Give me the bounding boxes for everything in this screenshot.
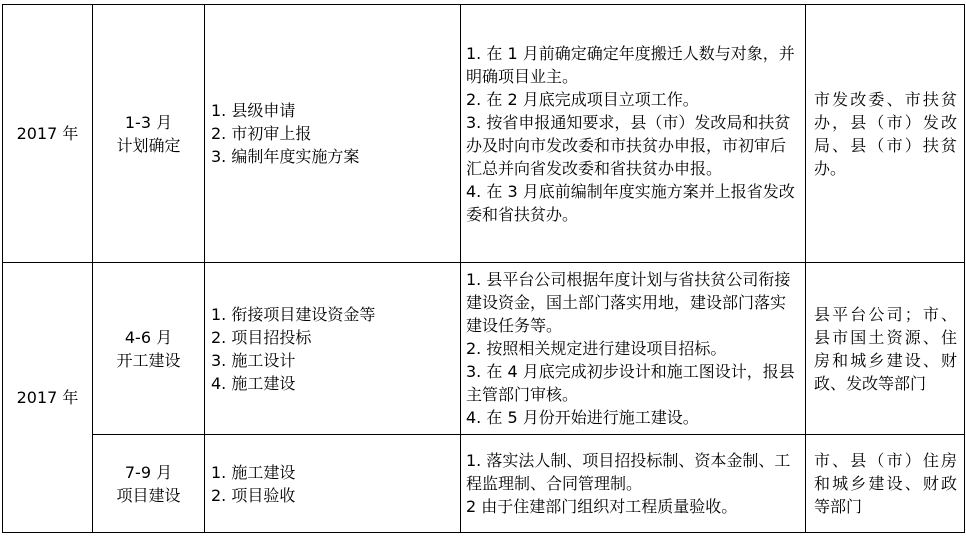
task-item: 3. 在 4 月底完成初步设计和施工图设计，报县主管部门审核。 <box>466 362 795 404</box>
period-phase: 开工建设 <box>116 350 181 370</box>
period-cell <box>93 5 205 263</box>
owner-cell <box>806 435 965 533</box>
period-months: 7-9 月 <box>124 462 173 482</box>
owner-cell <box>806 5 965 263</box>
table-row <box>3 263 965 435</box>
step-item: 1. 施工建设 <box>211 462 296 482</box>
period-months: 1-3 月 <box>124 112 173 132</box>
step-item: 2. 项目招投标 <box>211 327 312 347</box>
step-item: 2. 市初审上报 <box>211 124 312 143</box>
year-label: 2017 年 <box>16 388 79 407</box>
step-item: 2. 项目验收 <box>211 485 296 505</box>
tasks-cell <box>461 435 806 533</box>
task-item: 3. 按省申报通知要求，县（市）发改局和扶贫办及时向市发改委和市扶贫办申报，市初审后汇总并向省发改委和省扶贫办申报。 <box>466 112 791 178</box>
owner-text: 县平台公司；市、县市国土资源、住房和城乡建设、财政、发改等部门 <box>814 304 957 393</box>
period-months: 4-6 月 <box>124 327 173 347</box>
year-cell <box>3 263 93 533</box>
task-item: 2. 在 2 月底完成项目立项工作。 <box>466 89 699 109</box>
steps-cell <box>205 435 461 533</box>
task-item: 4. 在 5 月份开始进行施工建设。 <box>466 408 699 427</box>
task-item: 1. 在 1 月前确定确定年度搬迁人数与对象，并明确项目业主。 <box>466 43 795 86</box>
year-cell <box>3 5 93 263</box>
owner-text: 市、县（市）住房和城乡建设、财政等部门 <box>814 451 957 516</box>
period-cell <box>93 263 205 435</box>
period-phase: 项目建设 <box>116 485 181 505</box>
plan-table <box>2 4 965 533</box>
period-phase: 计划确定 <box>116 135 181 155</box>
task-item: 2. 按照相关规定进行建设项目招标。 <box>466 339 727 358</box>
step-item: 4. 施工建设 <box>211 373 296 393</box>
table-row <box>3 435 965 533</box>
owner-cell <box>806 263 965 435</box>
step-item: 3. 施工设计 <box>211 350 296 370</box>
step-item: 1. 县级申请 <box>211 101 296 120</box>
task-item: 2 由于住建部门组织对工程质量验收。 <box>466 497 738 516</box>
task-item: 4. 在 3 月底前编制年度实施方案并上报省发改委和省扶贫办。 <box>466 181 795 224</box>
task-item: 1. 县平台公司根据年度计划与省扶贫公司衔接建设资金，国土部门落实用地，建设部门落实建设任务等。 <box>466 270 791 335</box>
tasks-cell <box>461 263 806 435</box>
steps-cell <box>205 263 461 435</box>
tasks-cell <box>461 5 806 263</box>
owner-text: 市发改委、市扶贫办，县（市）发改局、县（市）扶贫办。 <box>814 89 957 178</box>
step-item: 3. 编制年度实施方案 <box>211 147 360 166</box>
step-item: 1. 衔接项目建设资金等 <box>211 304 376 324</box>
table-row <box>3 5 965 263</box>
steps-cell <box>205 5 461 263</box>
year-label: 2017 年 <box>16 124 79 143</box>
task-item: 1. 落实法人制、项目招投标制、资本金制、工程监理制、合同管理制。 <box>466 451 791 493</box>
period-cell <box>93 435 205 533</box>
